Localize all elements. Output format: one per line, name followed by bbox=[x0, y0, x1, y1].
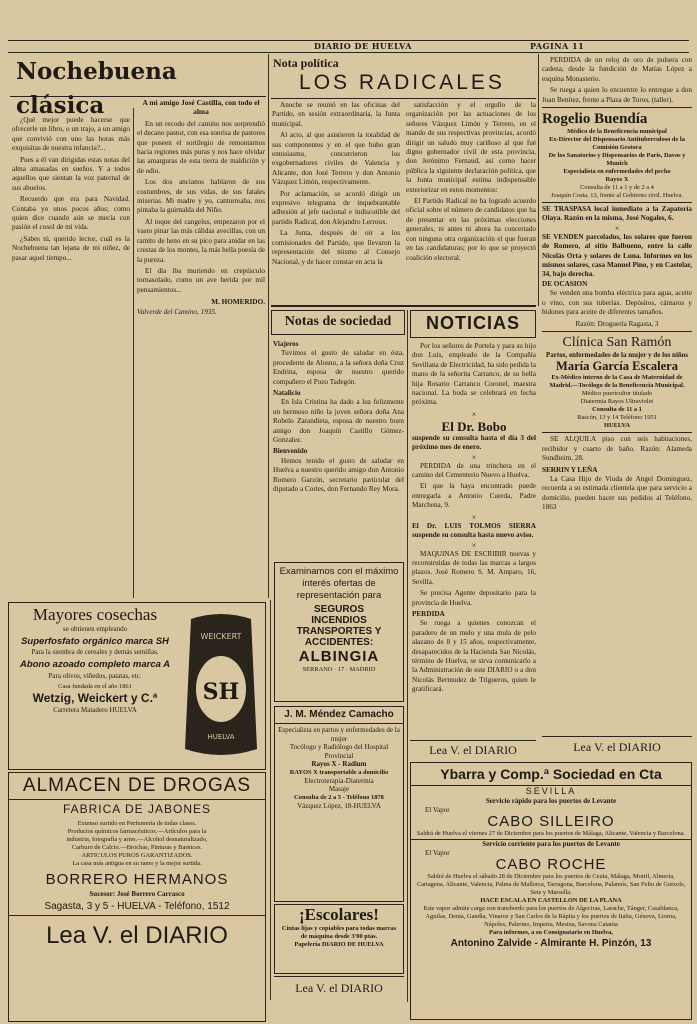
ad-line: Productos químicos farmacéuticos.—Artículos para la bbox=[67, 828, 207, 835]
doctor-text: suspende su consulta hasta el día 3 del próximo mes de enero. bbox=[412, 433, 536, 452]
doctor-line: De los Sanatorios y Dispensarios de París, Davos y Munich bbox=[548, 152, 686, 168]
paragraph: Recuerdo que era para Navidad. Contaba yo unos pocos años; como quien dice cuando aún se mecía con pasión el cosol de mi vida. bbox=[12, 195, 130, 232]
paragraph: Los dos ancianos hablaron de sus costumbres, de sus vidas, de sus fatales miserias. Mi madre y yo, canturreaba, nos pintaba la guirnalda del Niño. bbox=[137, 178, 265, 215]
noticias-header bbox=[410, 310, 536, 338]
dedication: A mi amigo José Castilla, con todo el alma bbox=[142, 98, 260, 117]
ad-line: TRANSPORTES Y bbox=[296, 626, 382, 637]
item-heading: Natalicio bbox=[273, 389, 301, 398]
article-nochebuena-col1 bbox=[12, 116, 130, 596]
ship-name: CABO ROCHE bbox=[495, 856, 607, 873]
item-text: Tuvimos el gusto de saludar en ésta, procedente de Alosno, a la señora doña Cruz Endrina, esposa de nuestro querido compañero el Pozo Tadegón. bbox=[273, 349, 404, 386]
footer-ad bbox=[274, 976, 404, 1002]
news-item: SE VENDEN parcelados, los solares que fueron de Romero, al sitio Balbueno, entre la calle Nicolás Orta y solares de Luna. Informes en los mismos solares, casa Manuel Pino, y en Castelar, 34, bajo derecha. bbox=[542, 232, 692, 279]
news-item: SE TRASPASA local inmediato a la Zapatería Olaya. Razón en la misma, José Nogales, 6. bbox=[542, 205, 692, 223]
doctor-line: Especialista en enfermedades del pecho bbox=[563, 168, 671, 176]
clinic-line: HUELVA bbox=[604, 422, 630, 430]
clinic-ad bbox=[542, 331, 692, 434]
article-title: LOS RADICALES bbox=[299, 71, 505, 94]
news-item: Se ruega a quienes conozcan el paradero de un mulo y una mula de pelo alazano de 8 y 15 años, respectivamente, desaparecidos de la Hacienda San Nicolás, término de Huelva, se sirva comunicarlo a la Administración de este DIARIO o a don Nicolás Bermudez de Trigueros, quien le gratificará. bbox=[412, 619, 536, 694]
society-header bbox=[271, 310, 405, 335]
ad-line: Especialista en partos y enfermedades de la mujer bbox=[278, 726, 400, 743]
ad-mendez-camacho bbox=[274, 706, 404, 902]
article-radicales-col2 bbox=[406, 101, 536, 301]
ad-line: INCENDIOS bbox=[311, 615, 367, 626]
news-heading: PERDIDA bbox=[412, 609, 445, 618]
item-text: En Isla Cristina ha dado a luz felizmente un hermoso niño la joven señora doña Ana Robelo Zarandieta, esposa de nuestro buen amigo don Joaquín Castillo Gómez-Gonzalez. bbox=[273, 398, 404, 445]
doctor-title: El Dr. Bobo bbox=[441, 418, 507, 434]
news-item: PERDIDA de un reloj de oro de pulsera con cadena, desde la fundición de Matías López a esquina Monasterio. bbox=[542, 56, 692, 83]
ad-store: Papelería DIARIO DE HUELVA bbox=[294, 941, 384, 948]
sack-city: HUELVA bbox=[207, 733, 235, 741]
ad-escala: HACE ESCALA EN CASTELLON DE LA PLANA bbox=[480, 897, 622, 904]
doctor-line: Ex-Director del Dispensario Antituberculoso de la Comisión Gestora bbox=[549, 136, 685, 152]
ad-company: Wetzig, Weickert y C.ª bbox=[32, 690, 158, 705]
section-title: Notas de sociedad bbox=[284, 314, 392, 329]
paragraph: Al acto, al que asistieron la totalidad de sus componentes y en el que hubo gran entusiasmo, concurrieron los exgobernadores civiles de Valencia y Alicante, don José Terrero y don Antonio Vázquez Limón, respectivamente. bbox=[272, 131, 400, 187]
ad-info: Para informes, a su Consignatario en Huelva, bbox=[489, 929, 613, 936]
paragraph: ¿Qué mejor puede hacerse que ofrecerle un libro, o un trajo, a un amigo que convivió con uno las horas más exquisitas de nuestra infancia?... bbox=[12, 116, 130, 153]
page-number: PAGINA 11 bbox=[530, 41, 585, 51]
ad-line: ACCIDENTES: bbox=[304, 637, 374, 648]
paragraph: Pues a él van dirigidas estas notas del alma amasadas en sueños. Y a todos aquellos que sientan la voz paternal de sus abuelos. bbox=[12, 155, 130, 192]
doctor-name: Rogelio Buendía bbox=[542, 111, 648, 128]
news-item: PERDIDA de una trinchera en el camino del Cementerio Nuevo a Huelva. bbox=[412, 461, 536, 480]
ad-company: BORRERO HERMANOS bbox=[45, 871, 229, 888]
clinic-line: Consulta de 11 a 1 bbox=[592, 406, 642, 414]
ship-text: Saldrá de Huelva el viernes 27 de Diciembre para los puertos de Málaga, Alicante, Valencia y Barcelona. bbox=[416, 830, 686, 837]
clinic-subtitle: Partos, enfermedades de la mujer y de los niños bbox=[546, 350, 688, 359]
doctor-ad bbox=[542, 107, 692, 203]
ad-title: ¡Escolares! bbox=[299, 905, 379, 924]
ship-prefix: El Vapor bbox=[425, 848, 450, 857]
news-item: La Casa Hijo de Viuda de Angel Dominguez, recuerda a su estimada clientela que para servicio a domicilio, pueden hacer sus pedidos al Teléfono, 1863 bbox=[542, 475, 692, 512]
paragraph: La Junta, después de oír a los comisionados del Partido, que llevaron la representación del mismo al Consejo Nacional, y de hacer constar en acta la bbox=[272, 229, 400, 266]
ship-name: CABO SILLEIRO bbox=[487, 813, 615, 830]
ad-product: Abono azoado completo marca A bbox=[19, 659, 171, 670]
newspaper-name: DIARIO DE HUELVA bbox=[314, 41, 412, 51]
column-divider bbox=[268, 54, 269, 598]
rule bbox=[271, 98, 536, 99]
noticias-footer bbox=[410, 740, 536, 760]
ad-service: Servicio corriente para los puertos de Levante bbox=[411, 839, 691, 849]
place-date: Valverde del Camino, 1935. bbox=[137, 307, 217, 316]
ad-also: Este vapor admite carga con transbordo para los puertos de Algeciras, Larache, Tánger, Casablanca, Aguilas, Denia, Gandía, Vinaroz y San Carlos de la Rápita y los puertos de Italia, Génova, Liorna, Nápoles, Palermo, Imperia, Mesina, Savona Catania bbox=[423, 905, 679, 928]
ad-product: Superfosfato orgánico marca SH bbox=[21, 635, 169, 647]
article-radicales-col1 bbox=[272, 101, 400, 301]
column-divider bbox=[407, 310, 408, 1002]
ad-product-use: Para olivos, viñedos, patatas, etc. bbox=[48, 672, 142, 680]
footer-text: Lea V. el DIARIO bbox=[429, 743, 517, 757]
ad-address: SERRANO · 17 · MADRID bbox=[302, 666, 376, 673]
ad-line: Consulta de 2 a 5 - Teléfono 1878 bbox=[294, 793, 384, 801]
ad-line: Extenso surtido en Perfumería de todas clases. bbox=[77, 820, 197, 827]
clinic-line: Ex-Médico interno de la Casa de Maternidad de Madrid.—Tocólogo de la Beneficencia Municipal. bbox=[549, 374, 685, 390]
ad-ybarra bbox=[410, 762, 692, 1020]
rule bbox=[271, 305, 536, 307]
ad-title: Mayores cosechas bbox=[32, 605, 158, 624]
ship-prefix: El Vapor bbox=[425, 805, 450, 814]
ad-almacen-drogas bbox=[8, 772, 266, 1022]
ad-title: Ybarra y Comp.ª Sociedad en Cta bbox=[411, 763, 691, 786]
news-item: Por los señores de Portela y para su hijo don Luis, empleado de la Compañía Sevillana de Electricidad, ha sido pedida la mano de la señorita Carranco, de su bella hija Rosario Carranco Coronel, maestra nacional. La boda se celebrará en fecha próxima. bbox=[412, 342, 536, 407]
ad-line: SEGUROS bbox=[313, 604, 364, 615]
news-item: Razón: Droguería Ragasta, 3 bbox=[575, 319, 659, 328]
society-items bbox=[273, 340, 404, 598]
ad-text: Examinamos con el máximo interés ofertas de representación para bbox=[279, 566, 399, 601]
ad-line: ARTICULOS PUROS GARANTIZADOS. bbox=[81, 852, 193, 859]
right-footer bbox=[542, 736, 692, 758]
section-label: Nota política bbox=[273, 56, 339, 70]
ad-subtitle: se obtienen empleando bbox=[62, 625, 128, 633]
item-heading: Bienvenido bbox=[273, 447, 308, 456]
ad-line: Tocólogo y Radiólogo del Hospital Provincial bbox=[289, 743, 389, 760]
ad-service: Servicio rápido para los puertos de Levante bbox=[485, 797, 617, 805]
article-nochebuena-col2 bbox=[137, 98, 265, 598]
column-divider bbox=[133, 108, 134, 598]
ad-title: ALMACEN DE DROGAS bbox=[9, 773, 265, 800]
clinic-doctor: María García Escalera bbox=[556, 359, 678, 374]
paragraph: En un recodo del camino nos sorprendió el decano pastor, con esa sonrisa de pastores que poseen el sortilegio de remontarnos hacia regiones más puras y nos hace olvidar las amarguras de esta tierra de maldición y de odio. bbox=[137, 119, 265, 175]
clinic-line: Rascón, 13 y 14 Teléfono 1951 bbox=[577, 414, 657, 422]
doctor-line: Consulta de 11 a 1 y de 2 a 4 bbox=[580, 184, 654, 192]
doctor-line: Joaquín Costa, 13, frente al Gobierno civil. Huelva. bbox=[551, 192, 683, 200]
ad-successor: Sucesor: José Borrero Carrasco bbox=[89, 890, 185, 898]
section-title: NOTICIAS bbox=[425, 313, 520, 333]
ad-line: Vázquez López, 18-HUELVA bbox=[297, 801, 381, 810]
ad-escolares bbox=[274, 904, 404, 974]
news-item: El Dr. LUIS TOLMOS SIERRA suspende su consulta hasta nuevo aviso. bbox=[412, 521, 536, 540]
ad-mayores-cosechas bbox=[8, 602, 266, 770]
ad-line: Electroterapia-Diatermia bbox=[304, 776, 374, 785]
news-item: Se precisa Agente depositario para la provincia de Huelva. bbox=[412, 589, 536, 607]
news-item: El que la haya encontrado puede entregarla a Antonio Cuerda, Padre Marchena, 9. bbox=[412, 482, 536, 510]
news-item: Se ruega a quien lo encuentre lo entregue a don Juan Benítez, frente a Plaza de Toros, (taller). bbox=[542, 86, 692, 104]
sack-brand: SH bbox=[202, 679, 240, 705]
ad-line: Masaje bbox=[328, 785, 350, 793]
ad-brand: ALBINGIA bbox=[298, 648, 380, 665]
fertilizer-sack-icon bbox=[181, 609, 261, 763]
item-heading: Viajeros bbox=[273, 340, 299, 348]
article-radicales-header bbox=[271, 56, 533, 98]
column-divider bbox=[270, 600, 271, 1000]
paragraph: Anoche se reunió en las oficinas del Partido, en sesión extraordinaria, la Junta municipal. bbox=[272, 101, 400, 128]
ad-founded: Casa fundada en el año 1861 bbox=[58, 682, 132, 690]
footer-text: Lea V. el DIARIO bbox=[573, 740, 661, 754]
ad-footer: Lea V. el DIARIO bbox=[46, 921, 228, 949]
ship-text: Saldrá de Huelva el sábado 28 de Diciembre para los puertos de Ceuta, Málaga, Motril, Almería, Cartagena, Alicante, Valencia, Palma de Mallorca, Tarragona, Barcelona, Palamós, San Feliu de Guixols, Sete y Marsella. bbox=[416, 873, 686, 896]
ad-address: Sagasta, 3 y 5 - HUELVA - Teléfono, 1512 bbox=[9, 899, 265, 916]
clinic-line: Diatermia Rayos Ultraviolet bbox=[580, 398, 654, 406]
ad-line: La casa más antigua en su ramo y la mejor surtida. bbox=[72, 860, 202, 867]
noticias-items: Por los señores de Portela y para su hijo don Luis, empleado de la Compañía Sevillana de Electricidad, ha sido pedida la mano de la señorita Carranco, de su bella hija Rosario Carranco Coronel, maestra nacional. La boda se celebrará en fecha próxima. × El Dr. Bobo suspende su consulta hasta el día 3 del próximo mes de enero. × PERDIDA de una trinchera en el camino del Cementerio Nuevo a Huelva. El que la haya encontrado puede entregarla a Antonio Cuerda, Padre Marchena, 9. × El Dr. LUIS TOLMOS SIERRA suspende su consulta hasta nuevo aviso. × MAQUINAS DE ESCRIBIR nuevas y reconstruidas de todas las marcas a largos plazos. José Romero S. M. Amparo, 16, Sevilla. Se precisa Agente depositario para la provincia de Huelva. PERDIDA Se ruega a quienes conozcan el paradero de un mulo y una mula de pelo alazano de 8 y 15 años, respectivamente, desaparecidos de la Hacienda San Nicolás, término de Huelva, se sirva comunicarlo a la Administración de este DIARIO o a don Nicolás Bermudez de Trigueros, quien le gratificará. bbox=[412, 342, 536, 694]
ad-subtitle: FABRICA DE JABONES bbox=[62, 802, 212, 816]
footer-text: Lea V. el DIARIO bbox=[295, 981, 383, 995]
paragraph: satisfacción y el orgullo de la organización por las actuaciones de los señores Vázquez Limón y Terrero, en el mando de sus respectivas provincias, acordó dirigir un saludo muy cariñoso al que fué digno gobernador civil de esta provincia, don Jerónimo Fernaud, así como hacer pública la siguiente declaración política, que la Junta municipal estima indispensable exteriorizar en estos momentos: bbox=[406, 101, 536, 194]
right-column: PERDIDA de un reloj de oro de pulsera con cadena, desde la fundición de Matías López a esquina Monasterio. Se ruega a quien lo encuentre lo entregue a don Juan Benítez, frente a Plaza de Toros, (taller). Rogelio Buendía Médico de la Beneficencia municipal Ex-Director del Dispensario Antituberculoso de la Comisión Gestora De los Sanatorios y Dispensarios de París, Davos y Munich Especialista en enfermedades del pecho Rayos X Consulta de 11 a 1 y de 2 a 4 Joaquín Costa, 13, frente al Gobierno civil. Huelva. SE TRASPASA local inmediato a la Zapatería Olaya. Razón en la misma, José Nogales, 6. × SE VENDEN parcelados, los solares que fueron de Romero, al sitio Balbueno, entre la calle Nicolás Orta y solares de Luna. Informes en los mismos solares, casa Manuel Pino, y en Castelar, 34, bajo derecha. DE OCASION Se venden una bomba eléctrica para agua, aceite o vino, con sus tuberías. Depósitos, cántaros y bidones para aceite de diferentes tamaños. Razón: Droguería Ragasta, 3 Clínica San Ramón Partos, enfermedades de la mujer y de los niños María García Escalera Ex-Médico interno de la Casa de Maternidad de Madrid.—Tocólogo de la Beneficencia Municipal. Médico puericultor titulado Diatermia Rayos Ultraviolet Consulta de 11 a 1 Rascón, 13 y 14 Teléfono 1951 HUELVA SE ALQUILA piso con seis habitaciones, recibidor y cuarto de baño. Razón: Alameda Sundheim, 28. SERRIN Y LEÑA La Casa Hijo de Viuda de Angel Dominguez, recuerda a su estimada clientela que para servicio a domicilio, pueden hacer sus pedidos al Teléfono, 1863 bbox=[542, 56, 692, 512]
column-divider bbox=[538, 54, 539, 306]
sack-top-text: WEICKERT bbox=[200, 632, 242, 641]
doctor-line: Rayos X bbox=[605, 176, 629, 184]
article-title: Nochebuena clásica bbox=[16, 58, 177, 119]
item-text: Hemos tenido el gusto de saludar en Huelva a nuestro querido amigo don Antonio Romero Garzón, secretario particular del diputado a Cortes, don Fernando Rey Mora. bbox=[273, 456, 404, 494]
clinic-line: Médico puericultor titulado bbox=[581, 390, 653, 398]
news-heading: SERRIN Y LEÑA bbox=[542, 465, 598, 474]
paragraph: El día iba muriendo en crepúsculo tornasolado, como un ave herida por mil pensamientos... bbox=[137, 266, 265, 294]
news-heading: DE OCASION bbox=[542, 279, 588, 288]
ad-title: J. M. Méndez Camacho bbox=[275, 707, 403, 724]
ad-line: Rayos X - Radium bbox=[311, 760, 367, 768]
ad-product-use: Para la siembra de cereales y demás semillas. bbox=[31, 647, 159, 656]
clinic-title: Clínica San Ramón bbox=[562, 334, 672, 350]
ad-line: Carburo de Calcio.—Brochas, Pinturas y Barnices. bbox=[71, 844, 203, 851]
ad-city: SEVILLA bbox=[525, 786, 577, 796]
news-item: SE ALQUILA piso con seis habitaciones, recibidor y cuarto de baño. Razón: Alameda Sundheim, 28. bbox=[542, 435, 692, 463]
news-item: MAQUINAS DE ESCRIBIR nuevas y reconstruidas de todas las marcas a largos plazos. José Romero S. M. Amparo, 16, Sevilla. bbox=[412, 549, 536, 586]
ad-address: Carretera Matadero HUELVA bbox=[53, 705, 137, 714]
ad-line: RAYOS X transportable a domicilio bbox=[289, 768, 389, 776]
ad-agent: Antonino Zalvide - Almirante H. Pinzón, 13 bbox=[450, 938, 652, 949]
paragraph: ¿Sabes tú, querido lector, cuál es la Nochebuena tan lejana de mi niñez, de pasar aquel tiempo... bbox=[12, 234, 130, 262]
paragraph: Por aclamación, se acordó dirigir un expresivo telegrama de inquebrantable adhesión al jefe nacional e indiscutible del partido Radical, don Alejandro Lerroux. bbox=[272, 189, 400, 226]
ad-text: Cintas lijas y copiables para todas marcas de máquina desde 3'00 ptas. bbox=[281, 925, 397, 940]
paragraph: El Partido Radical no ha logrado acuerdo oficial sobre el número de candidatos que ha de presentar en las próximas elecciones generales, ni antes ni ahora ha concertado con ninguna otra organización el que fueran en las candidaturas; por lo que se proyectó coalición electoral. bbox=[406, 197, 536, 262]
ad-albingia bbox=[274, 562, 404, 702]
ad-line: industria, fotografía y artes.—Alcohol desnaturalizado, bbox=[66, 836, 208, 843]
ad-description bbox=[9, 818, 265, 870]
news-item: Se venden una bomba eléctrica para agua, aceite o vino, con sus tuberías. Depósitos, cántaros y bidones para aceite de diferentes tamaños. bbox=[542, 289, 692, 317]
header-rule-bottom bbox=[8, 52, 689, 53]
paragraph: Al toque del cangelus, empezaron por el vasto pinar las más cálidas avecillas, con un ramito de heno en su pico para anidar en las crestas de los montes, la más bella poesía de la pureza. bbox=[137, 217, 265, 264]
signature: M. HOMERIDO. bbox=[211, 298, 265, 307]
doctor-line: Médico de la Beneficencia municipal bbox=[567, 128, 667, 136]
